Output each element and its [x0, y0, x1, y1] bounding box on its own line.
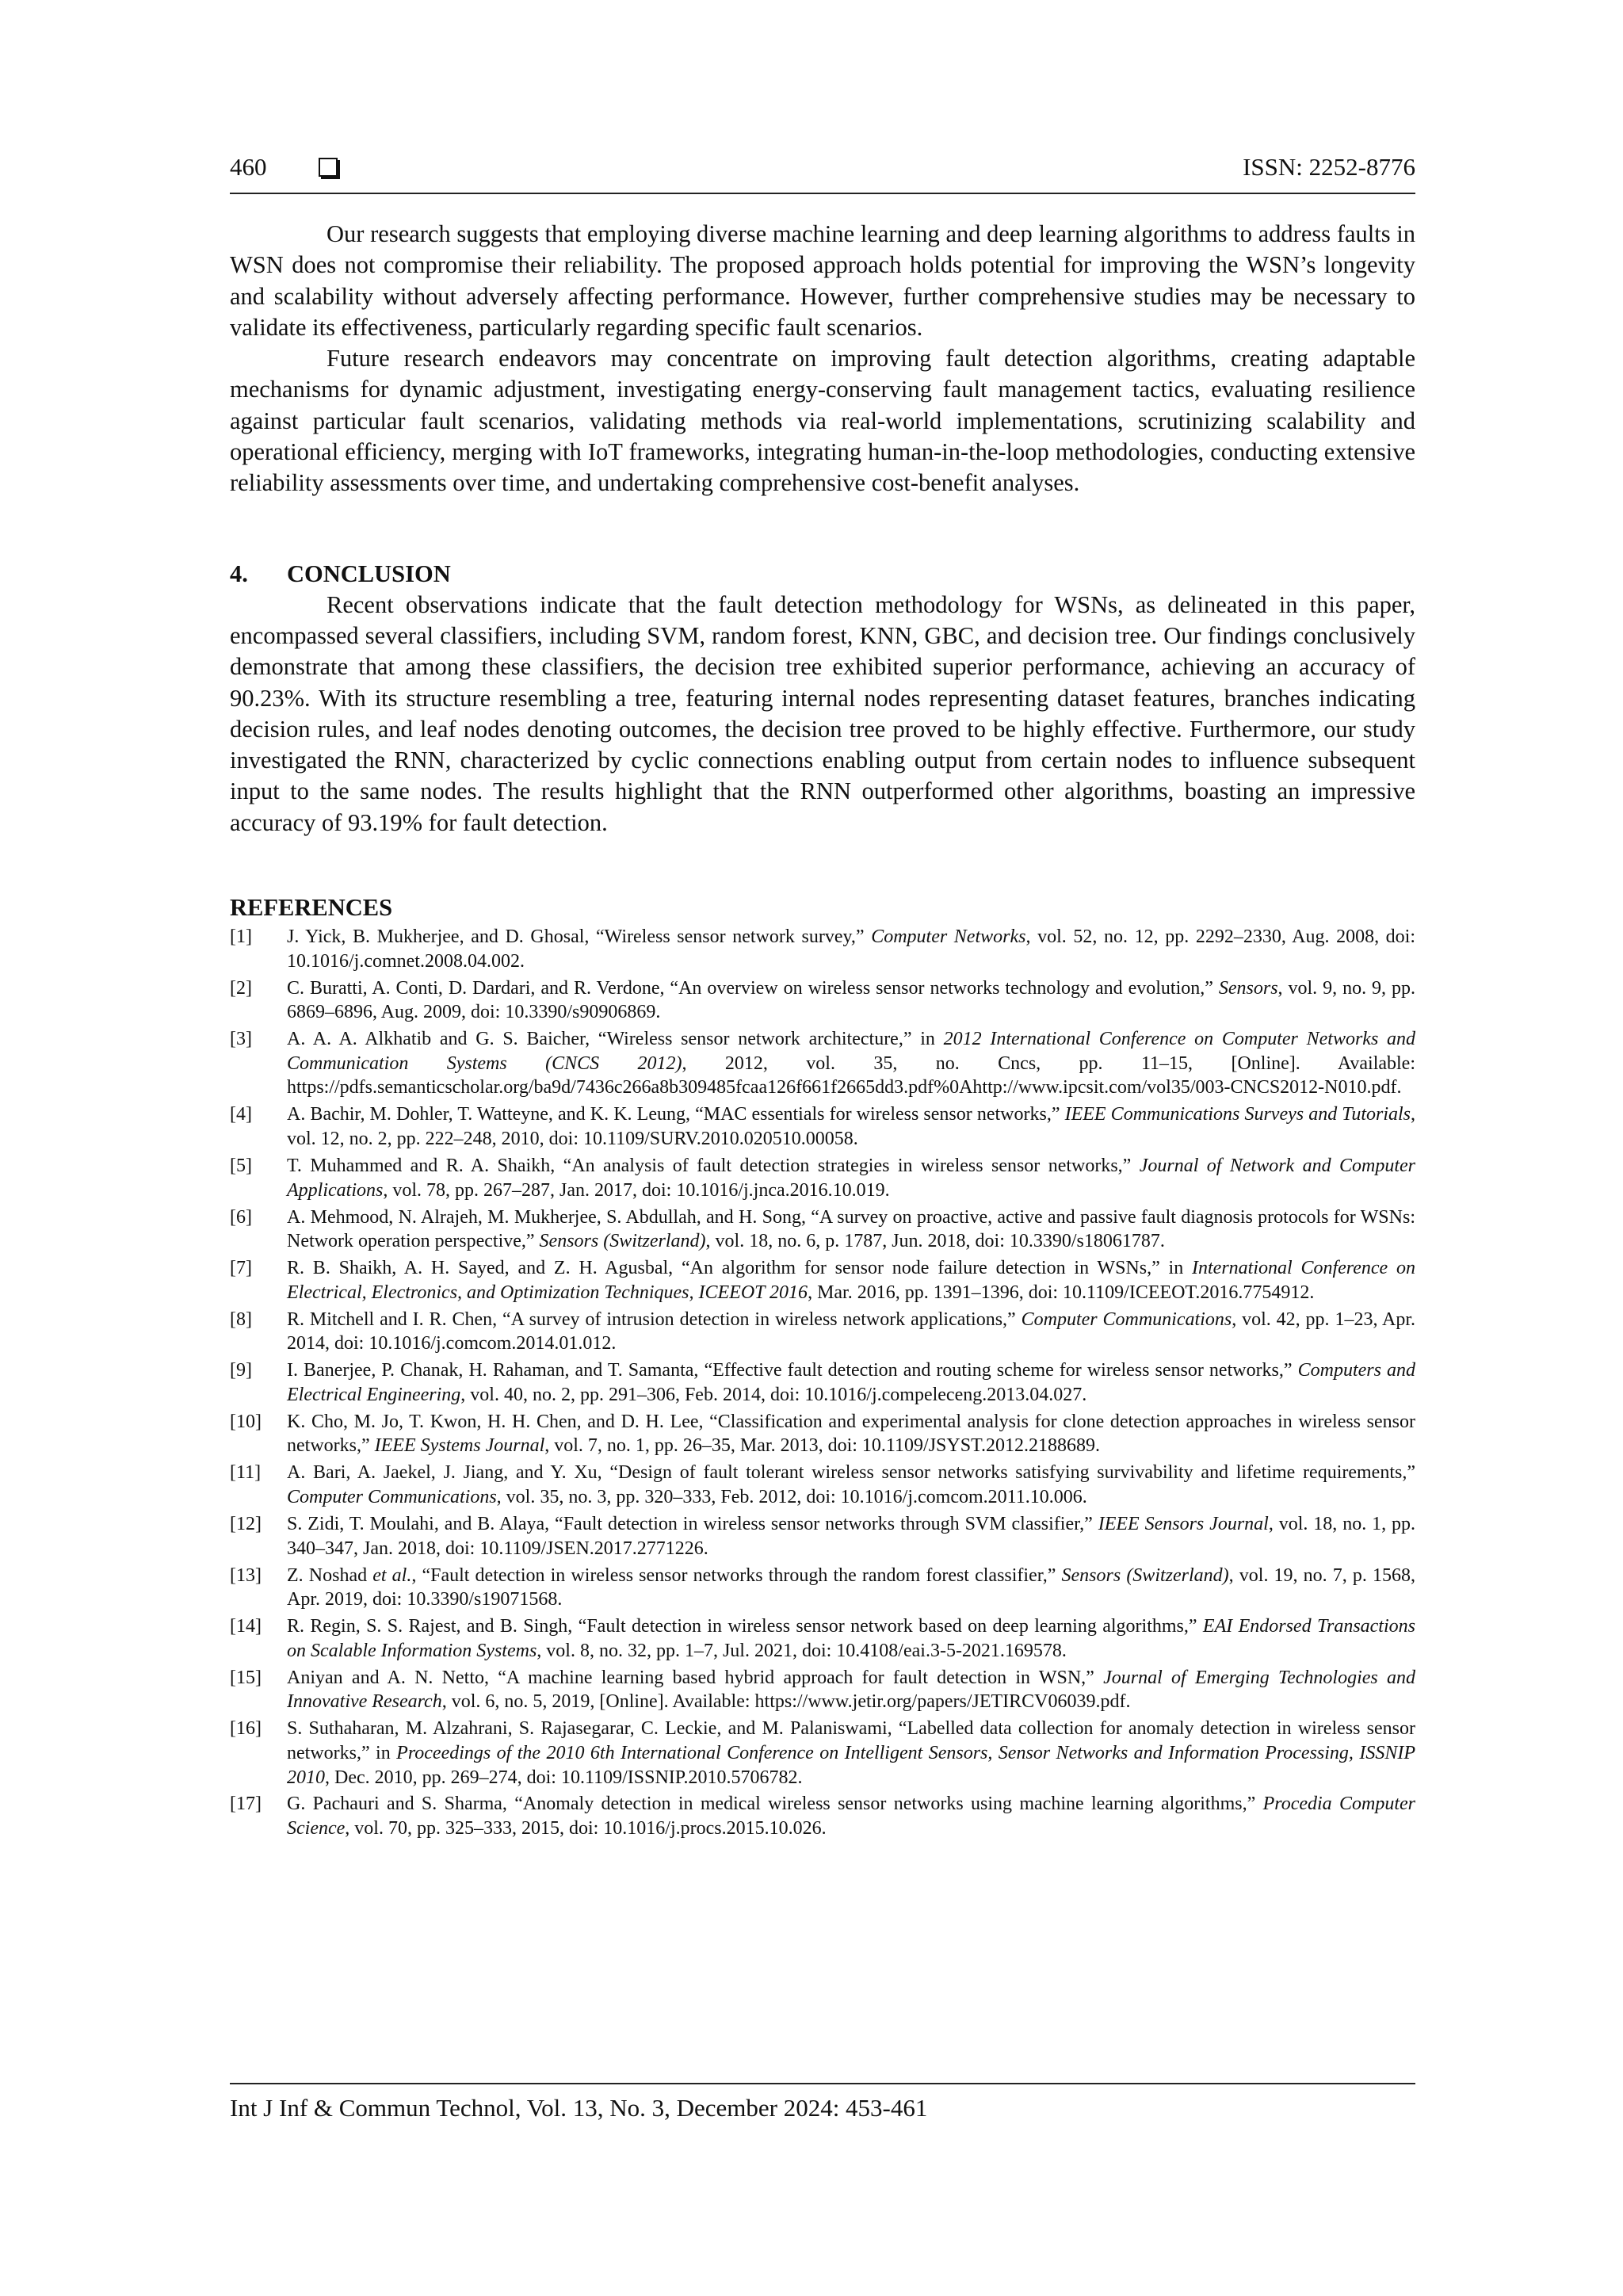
- reference-text: [287, 978, 1415, 1023]
- page-header: [230, 153, 1415, 194]
- reference-fragment: R. B. Shaikh, A. H. Sayed, and Z. H. Agusbal, “An algorithm for sensor node failure detection in WSNs,” in: [287, 1258, 1193, 1279]
- reference-fragment: , vol. 18, no. 1, pp. 340–347, Jan. 2018, doi: 10.1109/JSEN.2017.2771226.: [287, 1514, 1415, 1559]
- reference-fragment: , vol. 12, no. 2, pp. 222–248, 2010, doi: 10.1109/SURV.2010.020510.00058.: [287, 1104, 1416, 1149]
- reference-fragment: S. Zidi, T. Moulahi, and B. Alaya, “Fault detection in wireless sensor networks through SVM classifier,”: [287, 1514, 1098, 1534]
- reference-venue: Computer Communications: [1021, 1308, 1232, 1330]
- reference-text: [287, 1565, 1415, 1610]
- reference-fragment: I. Banerjee, P. Chanak, H. Rahaman, and T. Samanta, “Effective fault detection and routing scheme for wireless sensor networks,”: [287, 1360, 1298, 1381]
- reference-text: [287, 1514, 1415, 1559]
- conclusion-paragraph: Recent observations indicate that the fault detection methodology for WSNs, as delineated in this paper, encompassed several classifiers, including SVM, random forest, KNN, GBC, and decision tree. Our findings conclusively demonstrate that among these classifiers, the decision tree exhibited superior performance, achieving an accuracy of 90.23%. With its structure resembling a tree, featuring internal nodes representing dataset features, branches indicating decision rules, and leaf nodes denoting outcomes, the decision tree proved to be highly effective. Furthermore, our study investigated the RNN, characterized by cyclic connections enabling output from certain nodes to influence subsequent input to the same nodes. The results highlight that the RNN outperformed other algorithms, boasting an impressive accuracy of 93.19% for fault detection.: [230, 590, 1415, 836]
- reference-venue: 2012 International Conference on Computer Networks and Communication Systems (CNCS 2012): [287, 1029, 1416, 1074]
- section-title: CONCLUSION: [287, 560, 451, 587]
- reference-number: [13]: [230, 1564, 262, 1586]
- discussion-paragraph-2: Future research endeavors may concentrate on improving fault detection algorithms, creating adaptable mechanisms for dynamic adjustment, investigating energy-conserving fault management tactics, evaluating resilience against particular fault scenarios, validating methods via real-world implementations, scrutinizing scalability and operational efficiency, merging with IoT frameworks, integrating human-in-the-loop methodologies, conducting extensive reliability assessments over time, and undertaking comprehensive cost-benefit analyses.: [230, 345, 1415, 497]
- reference-fragment: , vol. 78, pp. 267–287, Jan. 2017, doi: 10.1016/j.jnca.2016.10.019.: [383, 1179, 890, 1201]
- reference-fragment: A. Bachir, M. Dohler, T. Watteyne, and K. K. Leung, “MAC essentials for wireless sensor networks,”: [287, 1104, 1065, 1125]
- reference-venue: IEEE Sensors Journal: [1098, 1514, 1269, 1534]
- reference-venue: Journal of Emerging Technologies and Innovative Research: [287, 1667, 1415, 1713]
- reference-number: [12]: [230, 1514, 262, 1534]
- reference-fragment: , Mar. 2016, pp. 1391–1396, doi: 10.1109/ICEEOT.2016.7754912.: [808, 1282, 1315, 1303]
- reference-fragment: , 2012, vol. 35, no. Cncs, pp. 11–15, [Online]. Available: https://pdfs.semanticscholar.org/ba9d/7436c266a8b309485fcaa126f661f2665dd3.pdf%0Ahttp://www.ipcsit.com/vol35/003-CNCS2012-N010.pdf.: [287, 1052, 1416, 1098]
- reference-text: [287, 1309, 1415, 1354]
- square-bullet-icon: [319, 158, 338, 177]
- reference-text: [287, 1668, 1415, 1713]
- reference-fragment: , “Fault detection in wireless sensor networks through the random forest classifier,”: [411, 1564, 1062, 1586]
- reference-text: [287, 1029, 1415, 1098]
- reference-number: [5]: [230, 1155, 252, 1176]
- reference-fragment: , vol. 52, no. 12, pp. 2292–2330, Aug. 2008, doi: 10.1016/j.comnet.2008.04.002.: [287, 926, 1416, 972]
- reference-fragment: , vol. 40, no. 2, pp. 291–306, Feb. 2014, doi: 10.1016/j.compeleceng.2013.04.027.: [460, 1384, 1087, 1405]
- reference-fragment: , vol. 35, no. 3, pp. 320–333, Feb. 2012, doi: 10.1016/j.comcom.2011.10.006.: [496, 1487, 1087, 1508]
- reference-text: [287, 1258, 1415, 1303]
- reference-item: [230, 1205, 1415, 1254]
- reference-number: [8]: [230, 1308, 252, 1330]
- references-heading: REFERENCES: [230, 894, 393, 922]
- reference-item: [230, 1792, 1415, 1840]
- reference-fragment: , vol. 19, no. 7, p. 1568, Apr. 2019, doi: 10.3390/s19071568.: [287, 1564, 1416, 1610]
- reference-fragment: , vol. 42, pp. 1–23, Apr. 2014, doi: 10.1016/j.comcom.2014.01.012.: [287, 1308, 1416, 1354]
- reference-number: [3]: [230, 1029, 252, 1050]
- reference-fragment: G. Pachauri and S. Sharma, “Anomaly detection in medical wireless sensor networks using machine learning algorithms,”: [287, 1794, 1263, 1815]
- reference-text: [287, 1156, 1415, 1201]
- reference-fragment: , Dec. 2010, pp. 269–274, doi: 10.1109/ISSNIP.2010.5706782.: [325, 1767, 803, 1788]
- reference-fragment: S. Suthaharan, M. Alzahrani, S. Rajasegarar, C. Leckie, and M. Palaniswami, “Labelled data collection for anomaly detection in wireless sensor networks,” in: [287, 1718, 1415, 1763]
- reference-item: [230, 1717, 1415, 1790]
- reference-text: [287, 926, 1415, 972]
- reference-venue: Journal of Network and Computer Applications: [287, 1155, 1416, 1201]
- reference-fragment: Z. Noshad: [287, 1564, 373, 1586]
- reference-fragment: , vol. 70, pp. 325–333, 2015, doi: 10.1016/j.procs.2015.10.026.: [345, 1818, 827, 1839]
- reference-number: [6]: [230, 1206, 252, 1228]
- reference-number: [16]: [230, 1718, 262, 1740]
- reference-number: [2]: [230, 977, 252, 999]
- reference-item: [230, 1564, 1415, 1612]
- discussion-paragraph-1: Our research suggests that employing diverse machine learning and deep learning algorithms to address faults in WSN does not compromise their reliability. The proposed approach holds potential for improving the WSN’s longevity and scalability without adversely affecting performance. However, further comprehensive studies may be necessary to validate its effectiveness, particularly regarding specific fault scenarios.: [230, 220, 1415, 341]
- reference-text: [287, 1462, 1415, 1507]
- reference-fragment: , vol. 18, no. 6, p. 1787, Jun. 2018, doi: 10.3390/s18061787.: [705, 1231, 1165, 1252]
- reference-item: [230, 925, 1415, 973]
- reference-fragment: , vol. 9, no. 9, pp. 6869–6896, Aug. 2009, doi: 10.3390/s90906869.: [287, 977, 1415, 1023]
- reference-item: [230, 1027, 1415, 1100]
- reference-number: [15]: [230, 1667, 262, 1688]
- reference-fragment: K. Cho, M. Jo, T. Kwon, H. H. Chen, and D. H. Lee, “Classification and experimental analysis for clone detection approaches in wireless sensor networks,”: [287, 1411, 1415, 1457]
- reference-number: [10]: [230, 1411, 262, 1432]
- reference-fragment: R. Mitchell and I. R. Chen, “A survey of intrusion detection in wireless network applications,”: [287, 1308, 1022, 1330]
- reference-venue: EAI Endorsed Transactions on Scalable Information Systems: [287, 1616, 1415, 1661]
- reference-number: [11]: [230, 1462, 262, 1484]
- reference-number: [9]: [230, 1360, 252, 1381]
- reference-item: [230, 1308, 1415, 1356]
- reference-text: [287, 1616, 1415, 1661]
- reference-venue: IEEE Systems Journal: [374, 1435, 545, 1457]
- reference-fragment: J. Yick, B. Mukherjee, and D. Ghosal, “Wireless sensor network survey,”: [287, 926, 872, 948]
- reference-venue: Computer Communications: [287, 1487, 497, 1508]
- reference-text: [287, 1207, 1415, 1252]
- reference-venue: Computers and Electrical Engineering: [287, 1360, 1416, 1405]
- reference-item: [230, 1614, 1415, 1663]
- issn: ISSN: 2252-8776: [1243, 153, 1415, 181]
- reference-venue: Sensors (Switzerland): [1061, 1564, 1229, 1586]
- reference-item: [230, 1666, 1415, 1714]
- conclusion-heading: [230, 559, 1415, 590]
- reference-venue: Computer Networks: [871, 926, 1026, 948]
- reference-fragment: Aniyan and A. N. Netto, “A machine learning based hybrid approach for fault detection in WSN,”: [287, 1667, 1104, 1688]
- reference-text: [287, 1794, 1415, 1839]
- reference-venue: et al.: [372, 1564, 412, 1586]
- reference-fragment: , vol. 6, no. 5, 2019, [Online]. Available: https://www.jetir.org/papers/JETIRCV06039.pdf.: [441, 1691, 1131, 1713]
- page-number: 460: [230, 153, 267, 181]
- body-text: [230, 219, 1415, 1843]
- reference-venue: Procedia Computer Science: [287, 1794, 1415, 1839]
- reference-item: [230, 1358, 1415, 1407]
- reference-item: [230, 1410, 1415, 1458]
- reference-item: [230, 976, 1415, 1025]
- reference-fragment: , vol. 8, no. 32, pp. 1–7, Jul. 2021, doi: 10.4108/eai.3-5-2021.169578.: [537, 1640, 1067, 1661]
- section-number: 4.: [230, 560, 248, 587]
- journal-citation: Int J Inf & Commun Technol, Vol. 13, No. 3, December 2024: 453-461: [230, 2094, 928, 2122]
- reference-item: [230, 1461, 1415, 1509]
- reference-fragment: A. Mehmood, N. Alrajeh, M. Mukherjee, S. Abdullah, and H. Song, “A survey on proactive, active and passive fault diagnosis protocols for WSNs: Network operation perspective,”: [287, 1206, 1415, 1252]
- reference-fragment: A. A. A. Alkhatib and G. S. Baicher, “Wireless sensor network architecture,” in: [287, 1029, 944, 1050]
- reference-text: [287, 1360, 1415, 1405]
- reference-number: [7]: [230, 1258, 252, 1279]
- reference-venue: Sensors (Switzerland): [539, 1231, 706, 1252]
- page-footer: [230, 2083, 1415, 2122]
- reference-number: [14]: [230, 1616, 262, 1637]
- reference-number: [17]: [230, 1794, 262, 1815]
- reference-number: [1]: [230, 926, 252, 948]
- reference-venue: IEEE Communications Surveys and Tutorials: [1064, 1104, 1411, 1125]
- reference-venue: Sensors: [1218, 977, 1278, 999]
- reference-text: [287, 1718, 1415, 1787]
- reference-fragment: A. Bari, A. Jaekel, J. Jiang, and Y. Xu, “Design of fault tolerant wireless sensor networks satisfying survivability and lifetime requirements,”: [287, 1462, 1415, 1484]
- reference-fragment: T. Muhammed and R. A. Shaikh, “An analysis of fault detection strategies in wireless sensor networks,”: [287, 1155, 1140, 1176]
- reference-item: [230, 1102, 1415, 1151]
- reference-venue: Proceedings of the 2010 6th International Conference on Intelligent Sensors, Sensor Networks and Information Processing, ISSNIP 2010: [287, 1742, 1415, 1788]
- reference-text: [287, 1104, 1415, 1149]
- reference-venue: International Conference on Electrical, Electronics, and Optimization Techniques, ICEEOT 2016: [287, 1258, 1416, 1303]
- reference-item: [230, 1256, 1415, 1305]
- reference-fragment: R. Regin, S. S. Rajest, and B. Singh, “Fault detection in wireless sensor network based on deep learning algorithms,”: [287, 1616, 1203, 1637]
- reference-fragment: , vol. 7, no. 1, pp. 26–35, Mar. 2013, doi: 10.1109/JSYST.2012.2188689.: [544, 1435, 1100, 1457]
- reference-fragment: C. Buratti, A. Conti, D. Dardari, and R. Verdone, “An overview on wireless sensor networks technology and evolution,”: [287, 977, 1219, 999]
- reference-list: [230, 925, 1415, 1841]
- reference-item: [230, 1154, 1415, 1202]
- reference-item: [230, 1512, 1415, 1561]
- reference-text: [287, 1412, 1415, 1457]
- reference-number: [4]: [230, 1104, 252, 1125]
